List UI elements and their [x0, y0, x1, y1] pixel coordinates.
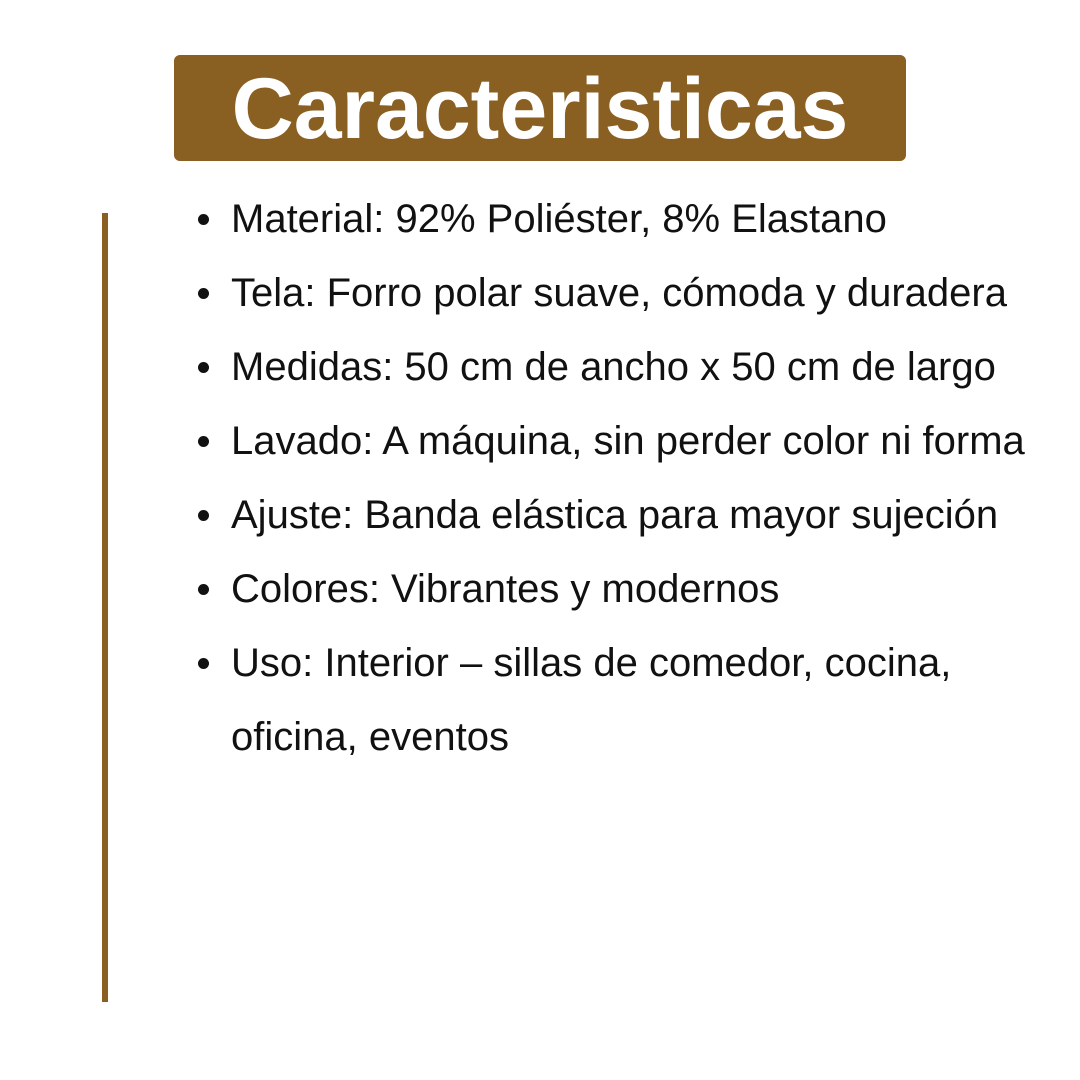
- feature-text: Ajuste: Banda elástica para mayor sujeción: [231, 493, 999, 537]
- bullet-icon: [198, 510, 209, 521]
- feature-text: Lavado: A máquina, sin perder color ni forma: [231, 419, 1025, 463]
- bullet-icon: [198, 288, 209, 299]
- feature-text: Medidas: 50 cm de ancho x 50 cm de largo: [231, 345, 996, 389]
- feature-item-fit: [195, 478, 1035, 552]
- feature-list: [195, 182, 1035, 774]
- feature-item-material: [195, 182, 1035, 256]
- bullet-icon: [198, 214, 209, 225]
- feature-item-usage: [195, 626, 1035, 774]
- feature-item-dimensions: [195, 330, 1035, 404]
- feature-text: Tela: Forro polar suave, cómoda y duradera: [231, 271, 1007, 315]
- feature-text: Colores: Vibrantes y modernos: [231, 567, 780, 611]
- bullet-icon: [198, 436, 209, 447]
- title-banner: [174, 55, 906, 161]
- accent-divider: [102, 213, 108, 1002]
- feature-text: Uso: Interior – sillas de comedor, cocina, oficina, eventos: [231, 641, 952, 759]
- bullet-icon: [198, 658, 209, 669]
- feature-item-washing: [195, 404, 1035, 478]
- feature-text: Material: 92% Poliéster, 8% Elastano: [231, 197, 887, 241]
- feature-item-fabric: [195, 256, 1035, 330]
- page-title: Caracteristicas: [231, 61, 849, 157]
- bullet-icon: [198, 362, 209, 373]
- feature-item-colors: [195, 552, 1035, 626]
- bullet-icon: [198, 584, 209, 595]
